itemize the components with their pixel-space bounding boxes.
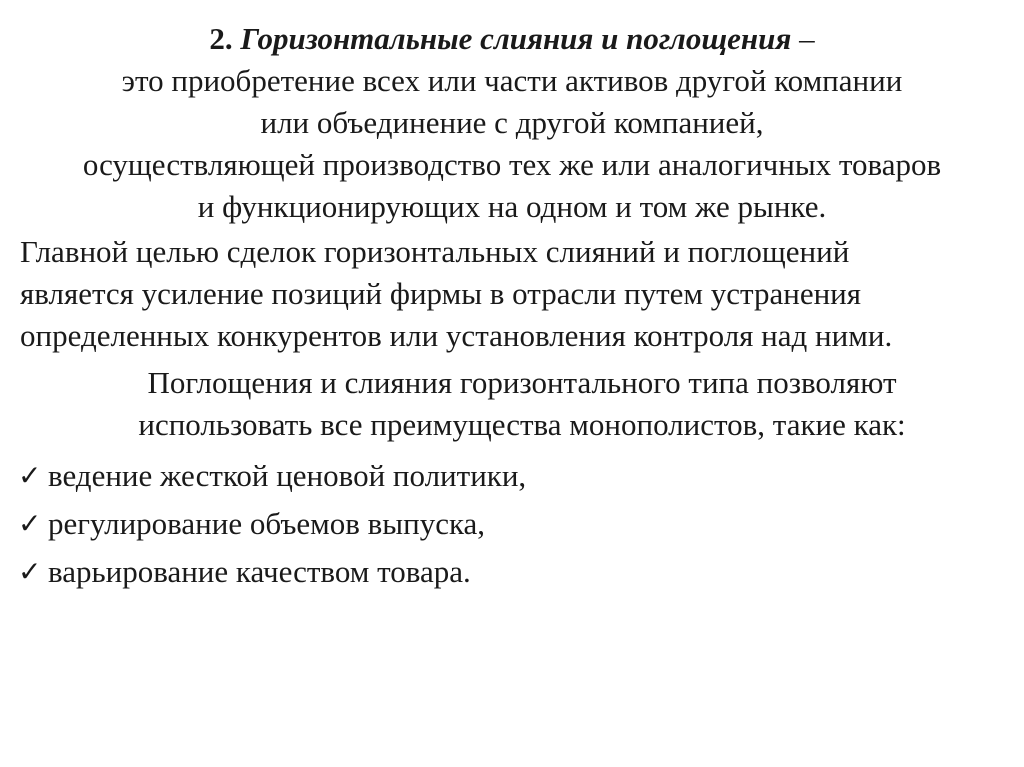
definition-line: осуществляющей производство тех же или аналогичных товаров xyxy=(82,147,942,182)
advantages-intro-line: использовать все преимущества монополистов, такие как: xyxy=(138,407,906,442)
goal-paragraph xyxy=(20,231,1010,357)
definition-line: или объединение с другой компанией, xyxy=(260,105,764,140)
definition-line: и функционирующих на одном и том же рынке. xyxy=(197,189,827,224)
advantage-text: регулирование объемов выпуска, xyxy=(48,506,486,541)
list-item xyxy=(18,452,526,500)
advantages-intro-line: Поглощения и слияния горизонтального типа позволяют xyxy=(147,365,897,400)
advantage-text: ведение жесткой ценовой политики, xyxy=(48,458,527,493)
list-item xyxy=(18,500,526,548)
checkmark-icon: ✓ xyxy=(18,555,42,588)
definition-dash: – xyxy=(799,21,815,56)
goal-line: является усиление позиций фирмы в отрасли путем устранения xyxy=(20,276,862,311)
definition-number: 2. xyxy=(209,21,233,56)
advantages-list xyxy=(18,452,526,596)
advantages-intro xyxy=(10,362,1024,446)
definition-term: Горизонтальные слияния и поглощения xyxy=(240,21,792,56)
goal-line: Главной целью сделок горизонтальных слияний и поглощений xyxy=(20,234,850,269)
checkmark-icon: ✓ xyxy=(18,507,42,540)
definition-title xyxy=(0,18,1024,60)
list-item xyxy=(18,548,526,596)
goal-line: определенных конкурентов или установления контроля над ними. xyxy=(20,318,893,353)
checkmark-icon: ✓ xyxy=(18,459,42,492)
definition-block xyxy=(0,18,1024,228)
advantage-text: варьирование качеством товара. xyxy=(48,554,471,589)
definition-line: это приобретение всех или части активов другой компании xyxy=(121,63,903,98)
